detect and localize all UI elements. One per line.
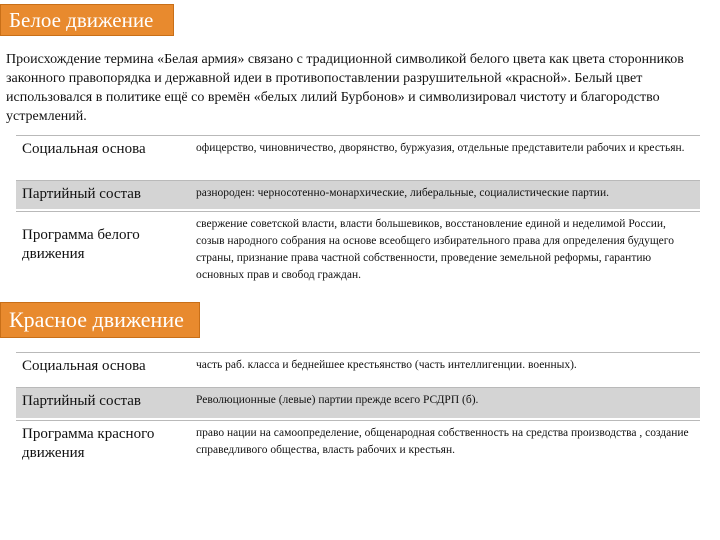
row-value-program: свержение советской власти, власти большевиков, восстановление единой и неделимой России, созыв народного собрания на основе всеобщего избирательного права для определения будущего страны, признание права частной собственности, проведение земельной реформы, гарантию основных прав и свобод граждан.	[186, 211, 700, 300]
row-label-social-base: Социальная основа	[16, 352, 186, 385]
table-row	[16, 211, 700, 300]
row-label-social-base: Социальная основа	[16, 135, 186, 178]
white-movement-title: Белое движение	[0, 4, 174, 36]
white-movement-table	[16, 133, 700, 302]
row-label-program: Программа красного движения	[16, 420, 186, 469]
row-label-party-composition: Партийный состав	[16, 180, 186, 209]
row-value-social-base: часть раб. класса и беднейшее крестьянство (часть интеллигенции. военных).	[186, 352, 700, 385]
red-movement-table	[16, 350, 700, 471]
row-label-party-composition: Партийный состав	[16, 387, 186, 418]
table-row	[16, 135, 700, 178]
table-row	[16, 387, 700, 418]
row-label-program: Программа белого движения	[16, 211, 186, 300]
table-row	[16, 352, 700, 385]
table-row	[16, 180, 700, 209]
row-value-party-composition: разнороден: черносотенно-монархические, либеральные, социалистические партии.	[186, 180, 700, 209]
red-movement-title: Красное движение	[0, 302, 200, 338]
row-value-party-composition: Революционные (левые) партии прежде всего РСДРП (б).	[186, 387, 700, 418]
table-row	[16, 420, 700, 469]
row-value-program: право нации на самоопределение, общенародная собственность на средства производства , создание справедливого общества, власть рабочих и крестьян.	[186, 420, 700, 469]
row-value-social-base: офицерство, чиновничество, дворянство, буржуазия, отдельные представители рабочих и крестьян.	[186, 135, 700, 178]
white-movement-intro: Происхождение термина «Белая армия» связано с традиционной символикой белого цвета как цвета сторонников законного правопорядка и державной идеи в противопоставлении разрушительной «красной». Белый цвет использовался в политике ещё со времён «белых лилий Бурбонов» и символизировал чистоту и благородство устремлений.	[6, 52, 684, 124]
